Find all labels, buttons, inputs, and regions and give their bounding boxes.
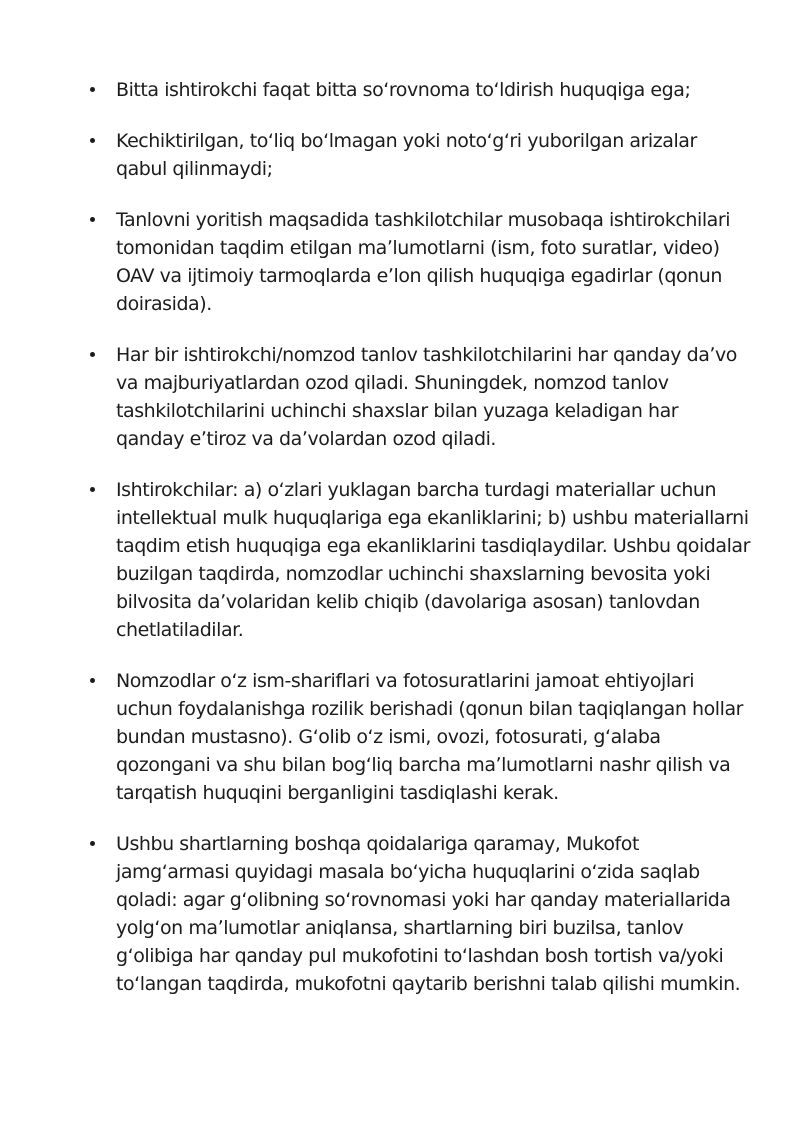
list-item-text: Nomzodlar oʻz ism-shariflari va fotosuratlarini jamoat ehtiyojlari uchun foydalanishga rozilik berishadi (qonun bilan taqiqlangan hollar bundan mustasno). Gʻolib oʻz ismi, ovozi, fotosurati, gʻalaba qozongani va shu bilan bogʻliq barcha maʼlumotlarni nashr qilish va tarqatish huquqini berganligini tasdiqlashi kerak. — [116, 670, 743, 804]
list-item-text: Har bir ishtirokchi/nomzod tanlov tashkilotchilarini har qanday daʼvo va majburiyatlardan ozod qiladi. Shuningdek, nomzod tanlov tashkilotchilarini uchinchi shaxslar bilan yuzaga keladigan har qanday eʼtiroz va daʼvolardan ozod qiladi. — [116, 344, 737, 450]
bullet-icon — [90, 87, 95, 92]
bullet-icon — [90, 138, 95, 143]
bullet-icon — [90, 487, 95, 492]
bullet-icon — [90, 678, 95, 683]
list-item-text: Kechiktirilgan, toʻliq boʻlmagan yoki notoʻgʻri yuborilgan arizalar qabul qilinmaydi; — [116, 130, 697, 180]
bullet-icon — [90, 352, 95, 357]
bullet-icon — [90, 841, 95, 846]
list-item — [90, 76, 750, 104]
list-item — [90, 206, 750, 318]
list-item — [90, 667, 750, 807]
list-item-text: Ushbu shartlarning boshqa qoidalariga qaramay, Mukofot jamgʻarmasi quyidagi masala boʻyicha huquqlarini oʻzida saqlab qoladi: agar gʻolibning soʻrovnomasi yoki har qanday materiallarida yolgʻon maʼlumotlar aniqlansa, shartlarning biri buzilsa, tanlov gʻolibiga har qanday pul mukofotini toʻlashdan bosh tortish va/yoki toʻlangan taqdirda, mukofotni qaytarib berishni talab qilishi mumkin. — [116, 833, 741, 995]
list-item — [90, 830, 750, 998]
list-item — [90, 476, 750, 644]
list-item-text: Tanlovni yoritish maqsadida tashkilotchilar musobaqa ishtirokchilari tomonidan taqdim etilgan maʼlumotlarni (ism, foto suratlar, video) OAV va ijtimoiy tarmoqlarda eʼlon qilish huquqiga egadirlar (qonun doirasida). — [116, 209, 731, 315]
list-item — [90, 127, 750, 183]
rules-list — [90, 76, 750, 1021]
list-item-text: Ishtirokchilar: a) oʻzlari yuklagan barcha turdagi materiallar uchun intellektual mulk huquqlariga ega ekanliklarini; b) ushbu materiallarni taqdim etish huquqiga ega ekanliklarini tasdiqlaydilar. Ushbu qoidalar buzilgan taqdirda, nomzodlar uchinchi shaxslarning bevosita yoki bilvosita daʼvolaridan kelib chiqib (davolariga asosan) tanlovdan chetlatiladilar. — [116, 479, 750, 641]
list-item-text: Bitta ishtirokchi faqat bitta soʻrovnoma toʻldirish huquqiga ega; — [116, 79, 691, 101]
bullet-icon — [90, 217, 95, 222]
list-item — [90, 341, 750, 453]
